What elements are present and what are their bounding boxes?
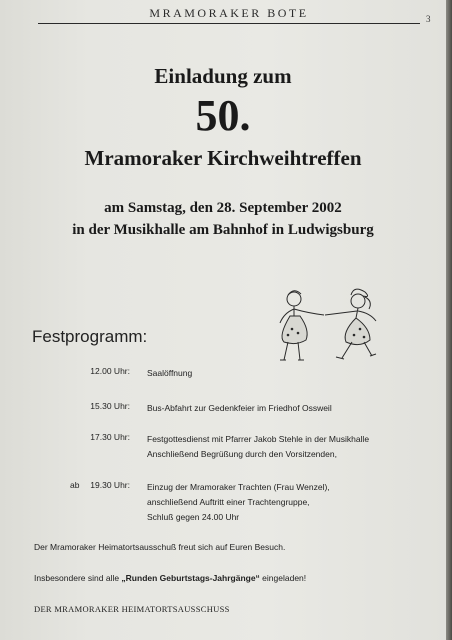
newsletter-title: MRAMORAKER BOTE — [149, 6, 309, 20]
program-item-time: 19.30 Uhr: — [90, 480, 130, 490]
program-item-description — [147, 432, 427, 462]
program-item-time: 17.30 Uhr: — [90, 432, 130, 442]
page-binding — [446, 0, 452, 640]
event-title: Mramoraker Kirchweihtreffen — [84, 146, 362, 170]
program-item-line: Bus-Abfahrt zur Gedenkfeier im Friedhof Ossweil — [147, 403, 332, 413]
program-item-line: Festgottesdienst mit Pfarrer Jakob Stehle in der Musikhalle — [147, 434, 370, 444]
program-item-time: 15.30 Uhr: — [90, 401, 130, 411]
invitation-note-prefix: Insbesondere sind alle — [34, 573, 122, 583]
program-item-line: Anschließend Begrüßung durch den Vorsitzenden, — [147, 449, 337, 459]
program-item-line: anschließend Auftritt einer Trachtengruppe, — [147, 497, 310, 507]
program-item-description — [147, 366, 427, 381]
dancing-children-illustration — [272, 285, 384, 375]
invitation-note — [34, 573, 306, 583]
program-item-description — [147, 401, 427, 416]
program-item-description — [147, 480, 427, 525]
program-item-line: Saalöffnung — [147, 368, 193, 378]
event-date: am Samstag, den 28. September 2002 — [104, 200, 342, 216]
welcome-note: Der Mramoraker Heimatortsausschuß freut sich auf Euren Besuch. — [34, 542, 286, 552]
program-item-time: 12.00 Uhr: — [90, 366, 130, 376]
program-item-line: Einzug der Mramoraker Trachten (Frau Wenzel), — [147, 482, 330, 492]
invitation-note-suffix: eingeladen! — [259, 573, 307, 583]
program-item-line: Schluß gegen 24.00 Uhr — [147, 512, 240, 522]
program-item-prefix: ab — [70, 480, 80, 490]
program-heading: Festprogramm: — [32, 327, 148, 346]
committee-signature: DER MRAMORAKER HEIMATORTSAUSSCHUSS — [34, 604, 230, 614]
invitation-intro: Einladung zum — [154, 64, 292, 88]
page-header — [38, 2, 420, 24]
page-number: 3 — [426, 14, 431, 24]
anniversary-number: 50. — [195, 91, 251, 140]
invitation-note-highlight: „Runden Geburtstags-Jahrgänge“ — [121, 573, 260, 583]
event-venue: in der Musikhalle am Bahnhof in Ludwigsburg — [72, 222, 374, 238]
